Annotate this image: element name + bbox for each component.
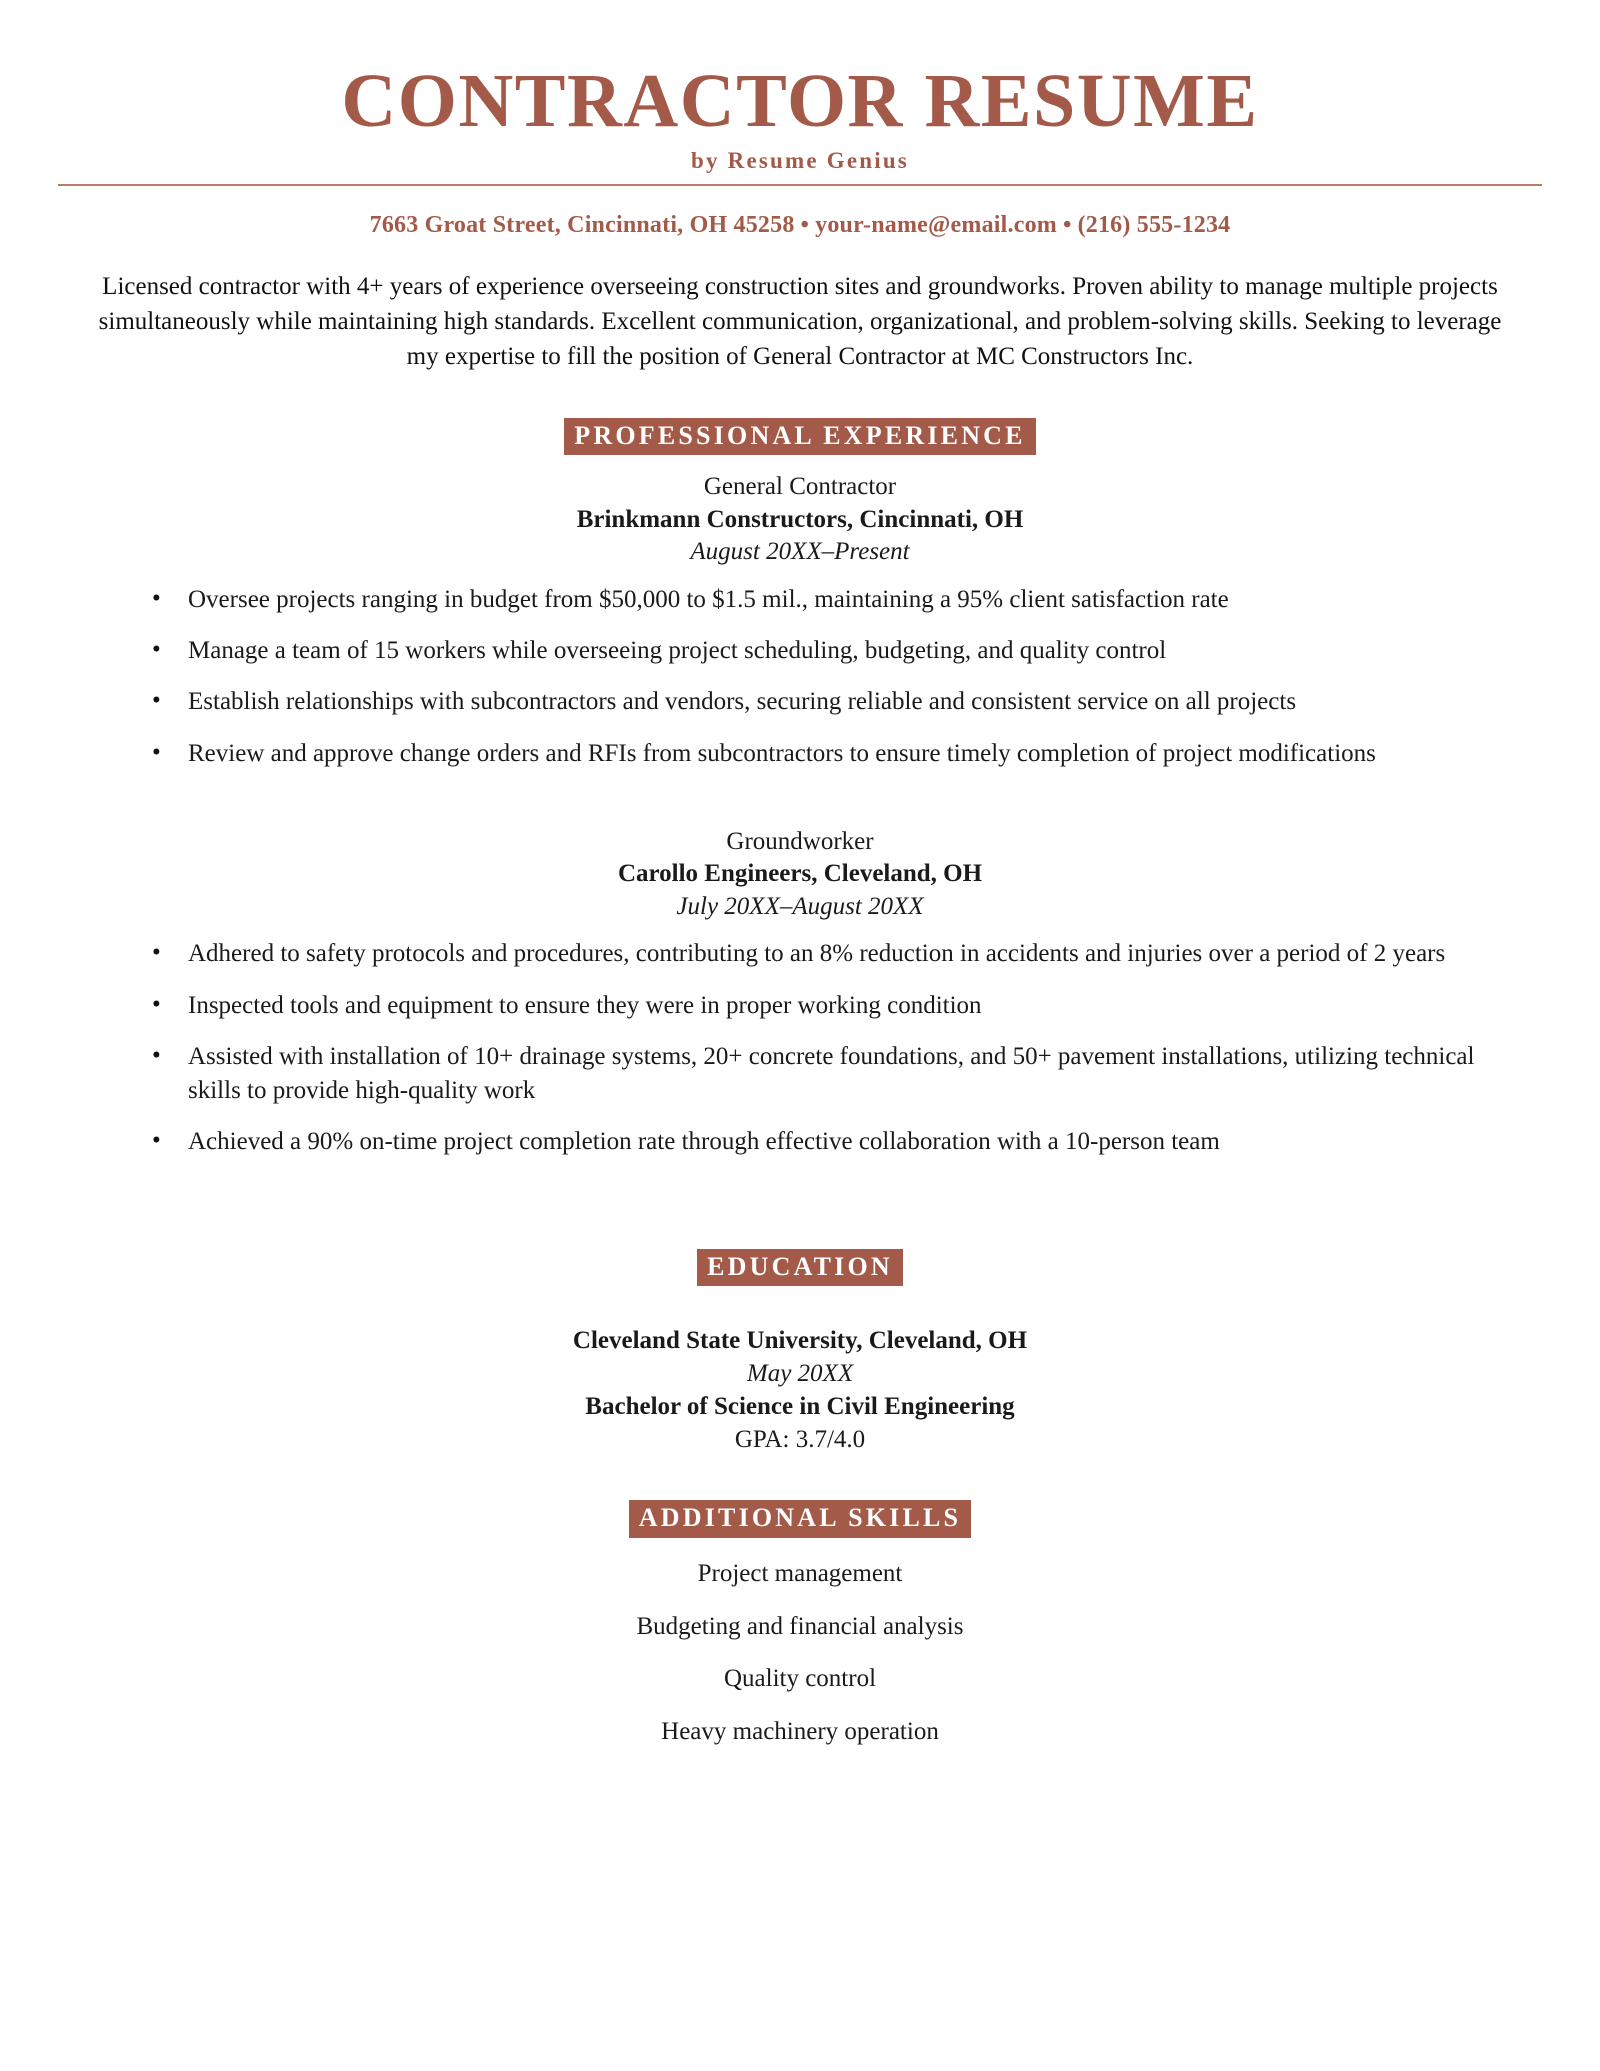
experience-entry-2 <box>58 826 1542 1160</box>
education-school: Cleveland State University, Cleveland, OH <box>572 1327 1028 1355</box>
education-spacer <box>58 1302 1542 1324</box>
header-divider <box>58 184 1542 186</box>
contact-separator-1: • <box>800 211 810 238</box>
list-item: • Adhered to safety protocols and procedures, contributing to an 8% reduction in accidents and injuries over a period of 2 years <box>146 937 1502 971</box>
list-item: • Inspected tools and equipment to ensure they were in proper working condition <box>146 989 1502 1023</box>
list-item: • Achieved a 90% on-time project completion rate through effective collaboration with a 10-person team <box>146 1125 1502 1159</box>
contact-separator-2: • <box>1062 211 1072 238</box>
section-heading-skills: ADDITIONAL SKILLS <box>629 1500 971 1538</box>
contact-phone: (216) 555-1234 <box>1077 211 1231 238</box>
job-company: Brinkmann Constructors, Cincinnati, OH <box>576 505 1024 533</box>
education-entry <box>58 1324 1542 1456</box>
section-experience-heading-wrap <box>58 418 1542 456</box>
experience-spacer <box>58 788 1542 826</box>
list-item: • Review and approve change orders and RFIs from subcontractors to ensure timely completion of project modifications <box>146 737 1502 771</box>
education-degree: Bachelor of Science in Civil Engineering <box>585 1393 1015 1421</box>
list-item: Heavy machinery operation <box>661 1717 939 1745</box>
contact-email[interactable]: your-name@email.com <box>815 211 1057 238</box>
education-date: May 20XX <box>746 1360 854 1388</box>
job-title: Groundworker <box>726 827 874 855</box>
section-skills-heading-wrap <box>58 1500 1542 1538</box>
list-item: • Manage a team of 15 workers while overseeing project scheduling, budgeting, and quality control <box>146 634 1502 668</box>
list-item: • Establish relationships with subcontractors and vendors, securing reliable and consistent service on all projects <box>146 685 1502 719</box>
list-item: Quality control <box>723 1665 877 1693</box>
section-education-heading-wrap <box>58 1249 1542 1287</box>
job-company: Carollo Engineers, Cleveland, OH <box>617 860 983 888</box>
list-item: • Assisted with installation of 10+ drainage systems, 20+ concrete foundations, and 50+ pavement installations, utilizing technical skills to provide high-quality work <box>146 1040 1502 1109</box>
section-heading-education: EDUCATION <box>697 1249 903 1287</box>
job-dates: August 20XX–Present <box>690 538 910 566</box>
contact-line <box>58 212 1542 239</box>
section-heading-experience: PROFESSIONAL EXPERIENCE <box>564 418 1035 456</box>
list-item: • Oversee projects ranging in budget from $50,000 to $1.5 mil., maintaining a 95% client satisfaction rate <box>146 583 1502 617</box>
job-title: General Contractor <box>703 473 897 501</box>
section-spacer-skills <box>58 1456 1542 1500</box>
job-bullet-list <box>58 583 1542 771</box>
job-bullet-list <box>58 937 1542 1159</box>
education-gpa: GPA: 3.7/4.0 <box>734 1426 866 1454</box>
professional-summary: Licensed contractor with 4+ years of experience overseeing construction sites and groundworks. Proven ability to manage multiple projects simultaneously while maintaining high standards. Excellent communication, organizational, and problem-solving skills. Seeking to leverage my expertise to fill the position of General Contractor at MC Constructors Inc. <box>98 272 1502 370</box>
contact-address: 7663 Groat Street, Cincinnati, OH 45258 <box>369 211 795 238</box>
list-item: Budgeting and financial analysis <box>636 1612 964 1640</box>
list-item: Project management <box>697 1560 903 1588</box>
page-title: CONTRACTOR RESUME <box>341 59 1259 143</box>
job-dates: July 20XX–August 20XX <box>676 892 924 920</box>
byline: by Resume Genius <box>691 147 909 173</box>
section-spacer-education <box>58 1177 1542 1249</box>
experience-entry-1 <box>58 471 1542 771</box>
skills-list <box>58 1558 1542 1748</box>
